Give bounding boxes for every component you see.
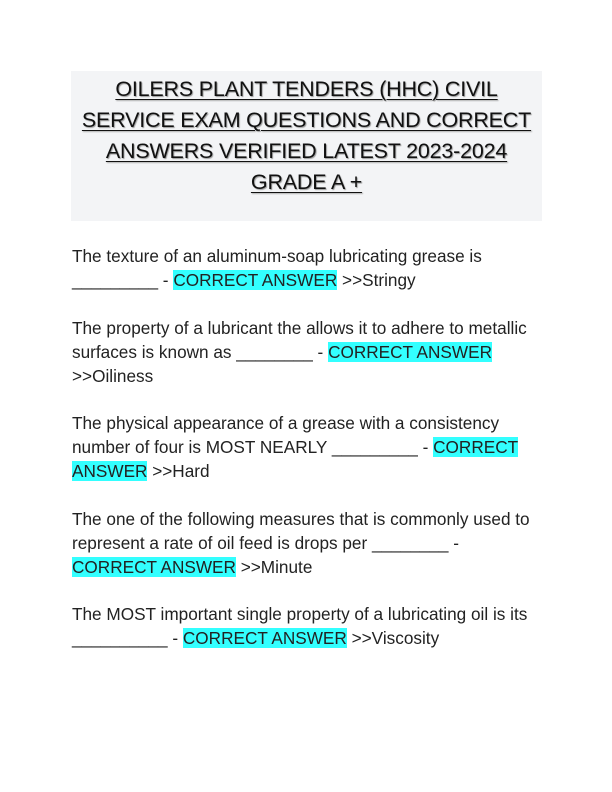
question-text: The property of a lubricant the allows it to adhere to metallic surfaces is known as ________ - [72,317,527,362]
correct-answer-tag: CORRECT ANSWER [328,341,492,362]
question-text: The MOST important single property of a lubricating oil is its __________ - [72,604,528,648]
question-list [72,244,542,674]
question-text: The one of the following measures that is commonly used to represent a rate of oil feed is drops per ________ - [72,508,530,553]
correct-answer-tag: CORRECT ANSWER [173,270,338,290]
question-text: The texture of an aluminum-soap lubricating grease is _________ - [72,246,482,290]
answer-text: >>Minute [240,556,313,577]
answer-text: >>Stringy [342,270,416,290]
title-block [71,71,542,221]
qa-item [72,411,542,483]
answer-text: >>Hard [152,461,210,481]
answer-text: >>Oiliness [72,365,154,386]
answer-text: >>Viscosity [351,628,440,648]
qa-item [72,507,542,579]
correct-answer-tag: CORRECT ANSWER [72,437,519,481]
correct-answer-tag: CORRECT ANSWER [72,556,236,577]
qa-item [72,244,542,292]
correct-answer-tag: CORRECT ANSWER [182,628,347,648]
qa-item [72,316,542,388]
qa-item [72,602,542,650]
question-text: The physical appearance of a grease with a consistency number of four is MOST NEARLY _________ - [72,413,500,457]
document-title: OILERS PLANT TENDERS (HHC) CIVIL SERVICE EXAM QUESTIONS AND CORRECT ANSWERS VERIFIED LATEST 2023-2024 GRADE A + [81,77,532,194]
